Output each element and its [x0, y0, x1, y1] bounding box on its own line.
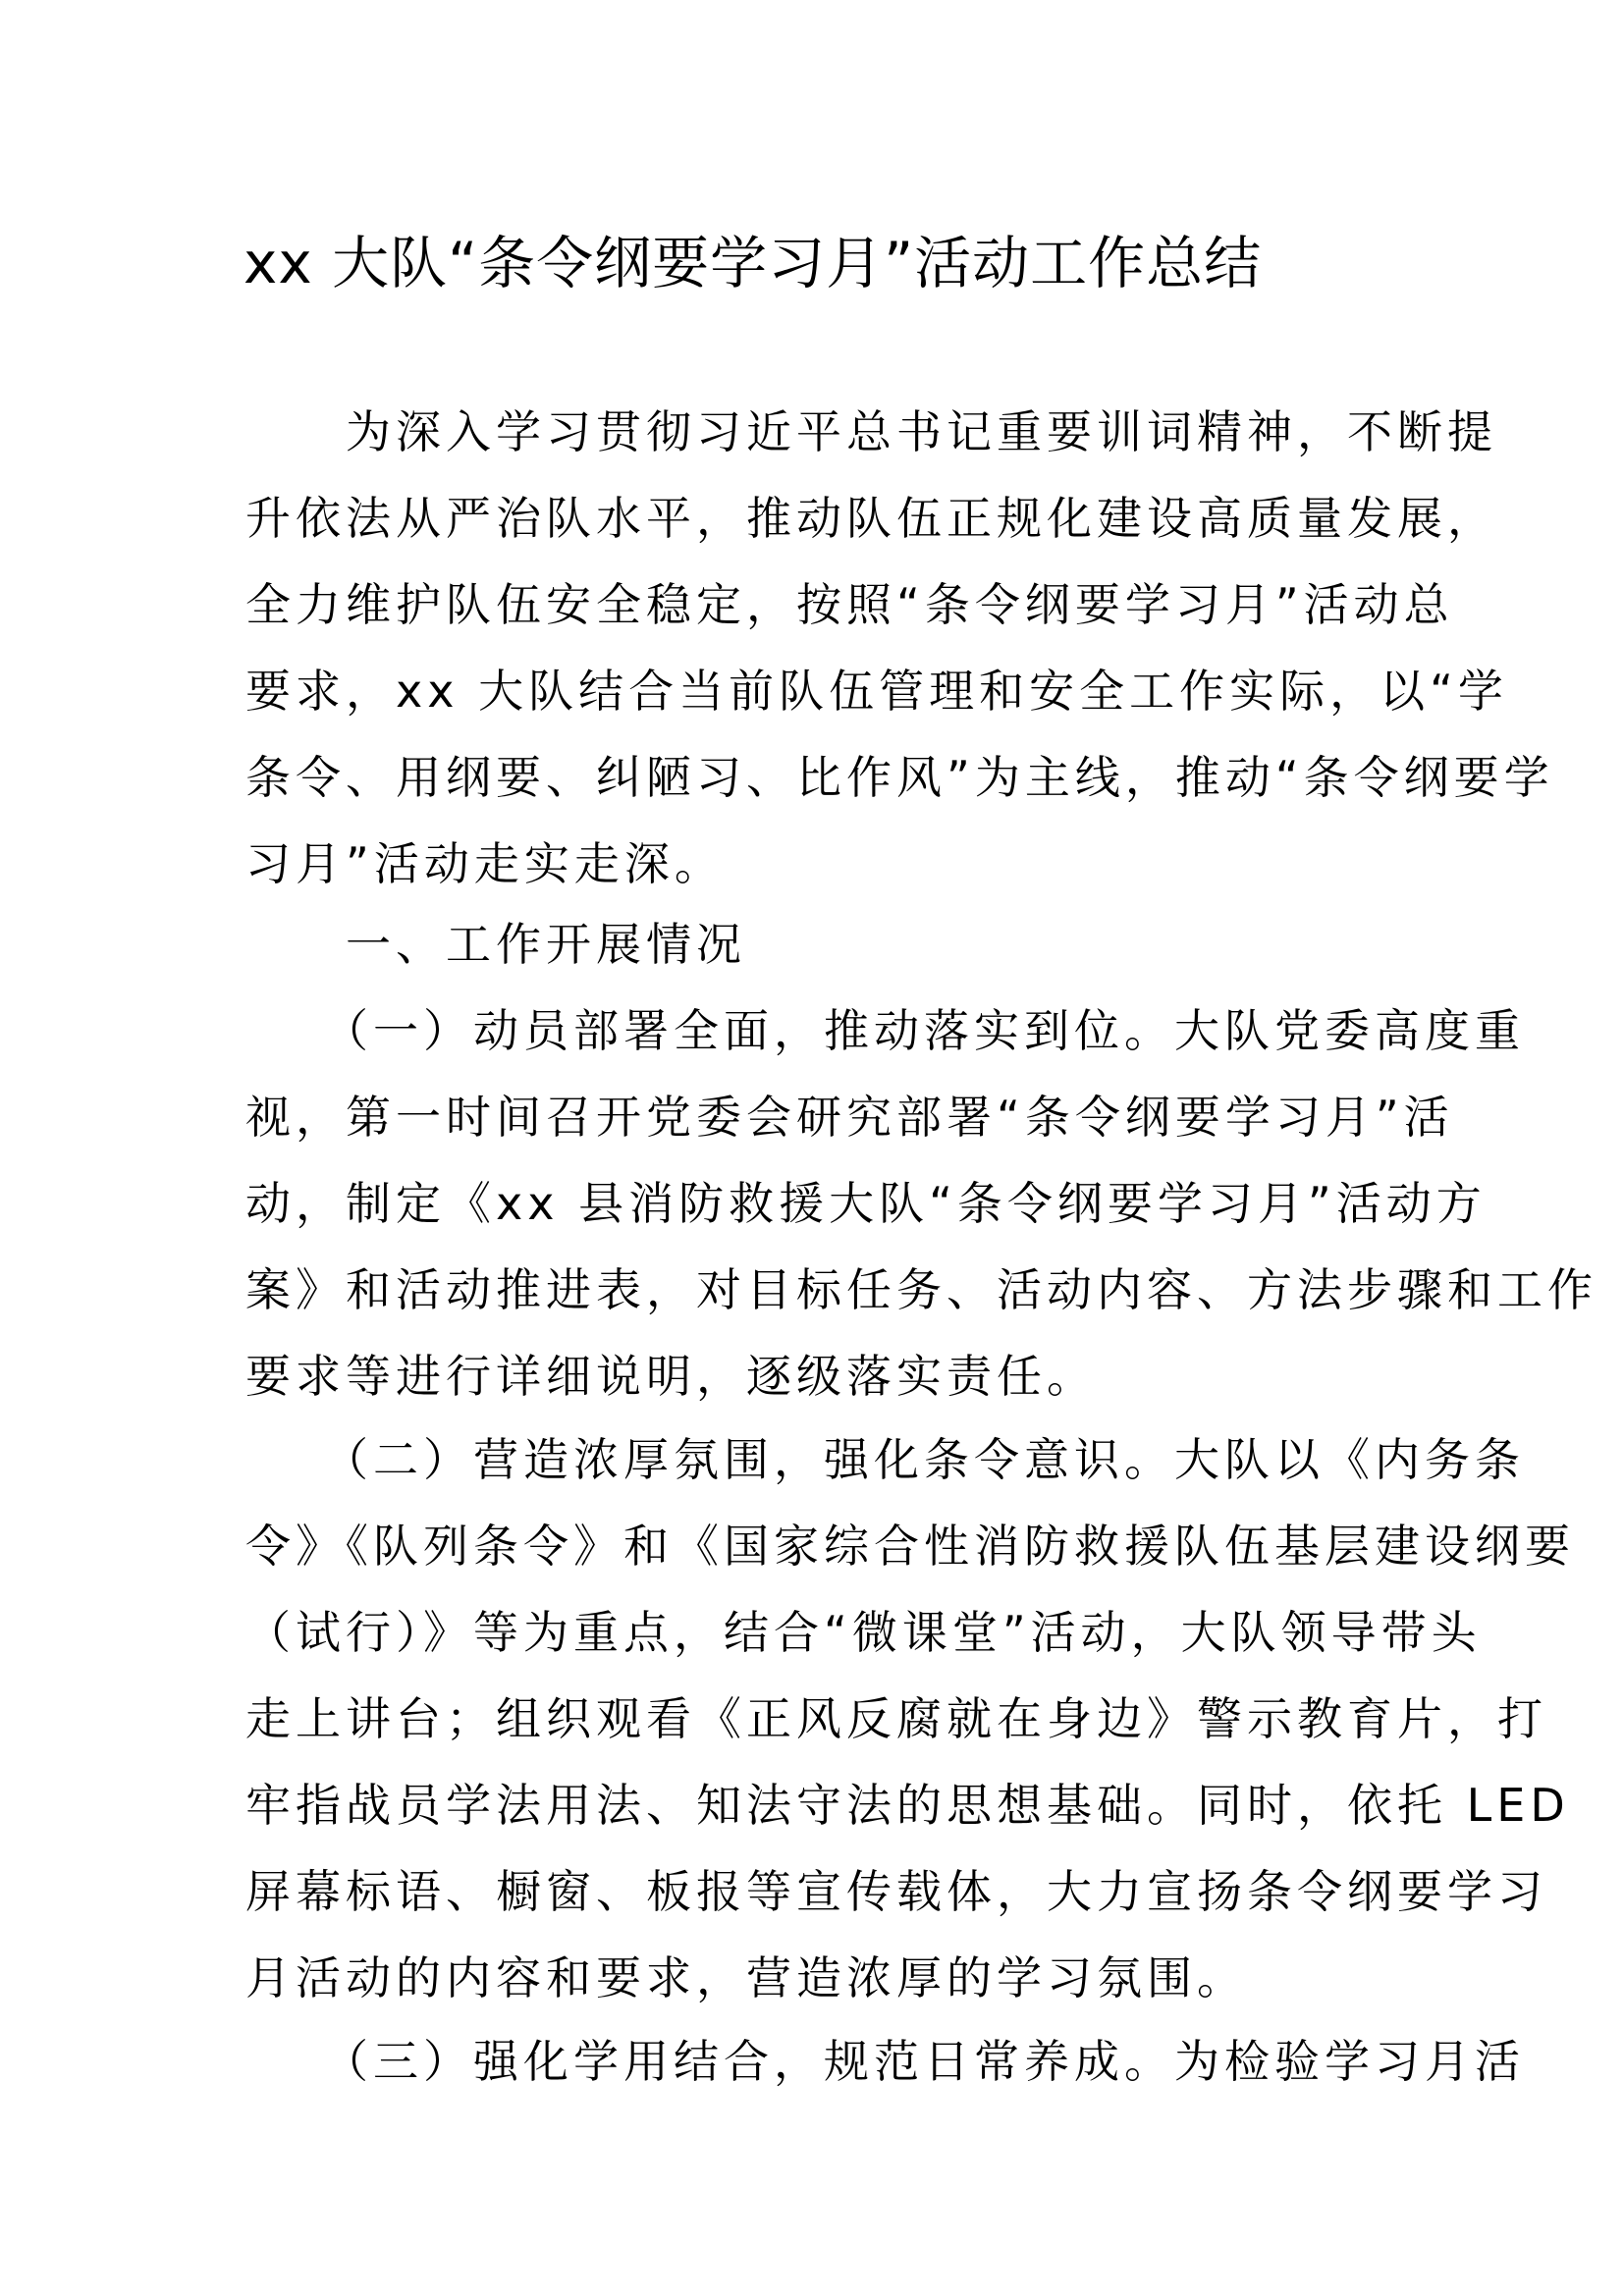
paragraph-line: 牢指战员学法用法、知法守法的思想基础。同时，依托 LED: [245, 1779, 1570, 1832]
paragraph-line: 要求等进行详细说明，逐级落实责任。: [245, 1350, 1097, 1403]
paragraph-line: （一）动员部署全面，推动落实到位。大队党委高度重: [245, 1004, 1525, 1057]
paragraph-line: 条令、用纲要、纠陋习、比作风”为主线，推动“条令纲要学: [245, 751, 1554, 804]
paragraph-line: 屏幕标语、橱窗、板报等宣传载体，大力宣扬条令纲要学习: [245, 1865, 1547, 1918]
paragraph-line: 一、工作开展情况: [245, 918, 746, 971]
paragraph-line: 全力维护队伍安全稳定，按照“条令纲要学习月”活动总: [245, 578, 1454, 631]
paragraph-line: 走上讲台；组织观看《正风反腐就在身边》警示教育片，打: [245, 1692, 1547, 1745]
paragraph-line: 动，制定《xx 县消防救援大队“条令纲要学习月”活动方: [245, 1177, 1487, 1230]
paragraph-line: 习月”活动走实走深。: [245, 837, 725, 890]
paragraph-line: 要求，xx 大队结合当前队伍管理和安全工作实际，以“学: [245, 665, 1508, 718]
paragraph-line: 案》和活动推进表，对目标任务、活动内容、方法步骤和工作: [245, 1263, 1597, 1316]
paragraph-line: 令》《队列条令》和《国家综合性消防救援队伍基层建设纲要: [245, 1520, 1575, 1573]
document-title: xx 大队“条令纲要学习月”活动工作总结: [243, 230, 1263, 296]
paragraph-line: 视，第一时间召开党委会研究部署“条令纲要学习月”活: [245, 1091, 1454, 1144]
paragraph-line: 为深入学习贯彻习近平总书记重要训词精神，不断提: [245, 405, 1497, 458]
paragraph-line: （试行）》等为重点，结合“微课堂”活动，大队领导带头: [245, 1606, 1482, 1659]
paragraph-line: 月活动的内容和要求，营造浓厚的学习氛围。: [245, 1951, 1247, 2004]
paragraph-line: 升依法从严治队水平，推动队伍正规化建设高质量发展，: [245, 492, 1497, 545]
paragraph-line: （三）强化学用结合，规范日常养成。为检验学习月活: [245, 2035, 1525, 2088]
paragraph-line: （二）营造浓厚氛围，强化条令意识。大队以《内务条: [245, 1433, 1525, 1486]
